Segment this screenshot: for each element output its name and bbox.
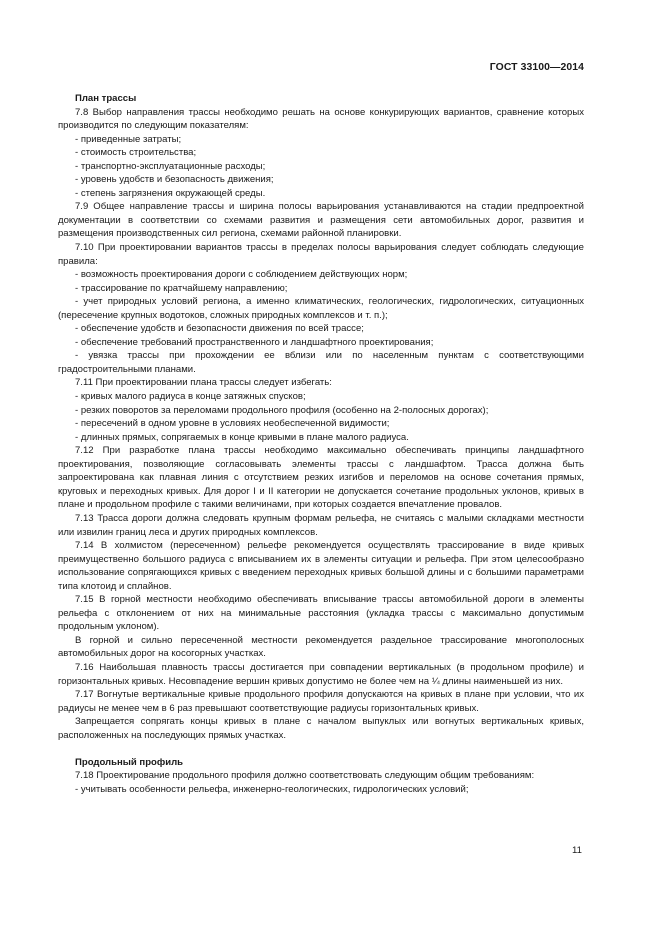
paragraph: 7.12 При разработке плана трассы необходимо максимально обеспечивать принципы ландшафтного проектирования, позволяющие согласовывать элементы трассы с ландшафтом. Трасса должна быть запроектирована как плавная линия с отсутствием резких изгибов и переломов на основе сочетания прямых, круговых и переходных кривых. Для дорог I и II категории не допускается сочетание продольных уклонов, кривых в плане и продольном профиле с такими величинами, при которых создается впечатление провалов. [58,445,584,511]
list-item: - приведенные затраты; [75,133,182,145]
paragraph: 7.11 При проектировании плана трассы следует избегать: [75,377,332,389]
paragraph: 7.18 Проектирование продольного профиля должно соответствовать следующим общим требованиям: [75,770,535,782]
list-item: - учет природных условий региона, а именно климатических, геологических, гидрологических, ситуационных (пересечение крупных водотоков, сложных природных комплексов и т. п.); [58,296,584,321]
list-item: - обеспечение удобств и безопасности движения по всей трассе; [75,323,364,335]
paragraph: 7.13 Трасса дороги должна следовать крупным формам рельефа, не считаясь с малыми складками местности или извилин границ леса и других природных комплексов. [58,512,584,538]
list-item: - учитывать особенности рельефа, инженерно-геологических, гидрологических условий; [75,783,469,795]
document-standard-id: ГОСТ 33100—2014 [489,62,584,73]
list-item: - трассирование по кратчайшему направлению; [75,282,288,294]
list-item: - обеспечение требований пространственного и ландшафтного проектирования; [75,336,434,348]
section-heading-longitudinal-profile: Продольный профиль [75,756,184,768]
list-item: - возможность проектирования дороги с соблюдением действующих норм; [75,269,408,281]
list-item: - пересечений в одном уровне в условиях необеспеченной видимости; [75,418,390,430]
list-item: - кривых малого радиуса в конце затяжных спусков; [75,391,306,403]
paragraph: 7.17 Вогнутые вертикальные кривые продольного профиля допускаются на кривых в плане при условии, что их радиусы не менее чем в 6 раз превышают соответствующие радиусы горизонтальных кривых. [58,689,584,714]
paragraph: 7.8 Выбор направления трассы необходимо решать на основе конкурирующих вариантов, сравнение которых производится по следующим показателям: [58,106,584,132]
page-number: 11 [572,845,582,856]
paragraph: 7.9 Общее направление трассы и ширина полосы варьирования устанавливаются на стадии предпроектной документации в соответствии со схемами развития и размещения сети автомобильных дорог, развития и размещения производственных сил региона, схемами районной планировки. [58,201,584,240]
paragraph: 7.15 В горной местности необходимо обеспечивать вписывание трассы автомобильной дороги в элементы рельефа с отклонением от них на минимальные расстояния (укладка трассы с максимально допустимым продольным уклоном). [58,594,584,633]
list-item: - длинных прямых, сопрягаемых в конце кривыми в плане малого радиуса. [75,431,409,443]
list-item: - степень загрязнения окружающей среды. [75,187,266,199]
paragraph: 7.14 В холмистом (пересеченном) рельефе рекомендуется осуществлять трассирование в виде кривых преимущественно большого радиуса с вписыванием их в элементы ситуации и рельефа. При этом целесообразно использование сопрягающихся кривых с введением переходных кривых большой длины и с большими параметрами типа клотоид и сплайнов. [58,540,584,592]
paragraph: В горной и сильно пересеченной местности рекомендуется раздельное трассирование многополосных автомобильных дорог на косогорных участках. [58,634,584,660]
list-item: - транспортно-эксплуатационные расходы; [75,160,266,172]
section-spacer [58,742,584,756]
list-item: - увязка трассы при прохождении ее вблизи или по населенным пунктам с соответствующими градостроительными планами. [58,350,584,375]
paragraph: Запрещается сопрягать концы кривых в плане с началом выпуклых или вогнутых вертикальных кривых, расположенных на последующих прямых участках. [58,716,584,741]
list-item: - резких поворотов за переломами продольного профиля (особенно на 2-полосных дорогах); [75,404,489,416]
paragraph: 7.16 Наибольшая плавность трассы достигается при совпадении вертикальных (в продольном профиле) и горизонтальных кривых. Несовпадение вершин кривых допустимо не более чем на ¼ длины наименьшей из них. [58,661,584,687]
list-item: - стоимость строительства; [75,147,197,159]
list-item: - уровень удобств и безопасность движения; [75,174,274,186]
section-heading-route-plan: План трассы [75,93,137,104]
paragraph: 7.10 При проектировании вариантов трассы в пределах полосы варьирования следует соблюдать следующие правила: [58,242,584,267]
document-body [58,92,584,796]
